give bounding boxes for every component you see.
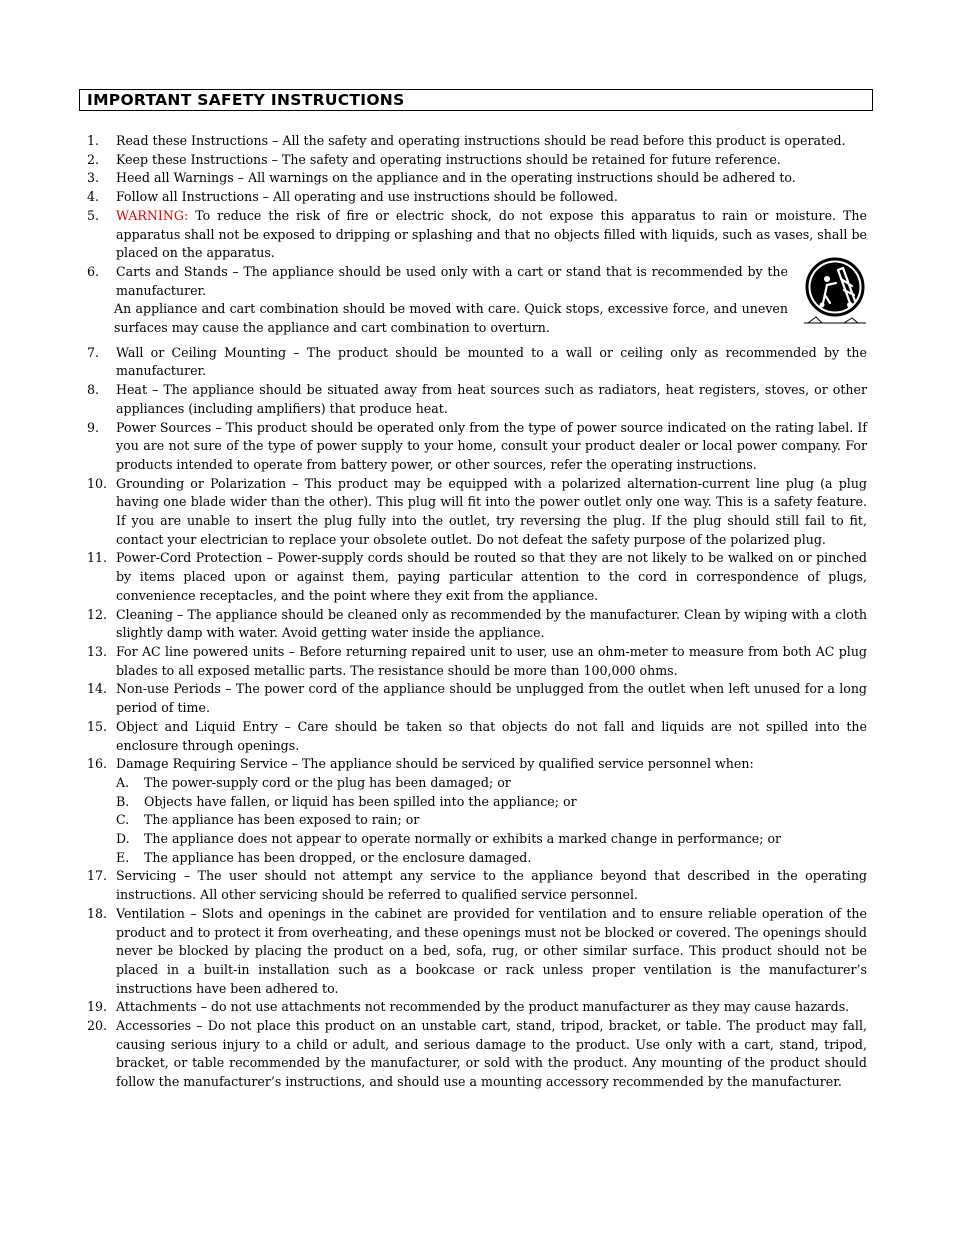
- item-text: Keep these Instructions – The safety and operating instructions should be retained for future reference.: [116, 151, 781, 167]
- item-text: Power Sources – This product should be operated only from the type of power source indicated on the rating label. If you are not sure of the type of power supply to your home, consult your product dealer or local power company. For products intended to operate from battery power, or other sources, refer the operating instructions.: [116, 419, 867, 472]
- sub-list-item: [116, 811, 867, 830]
- warning-text: To reduce the risk of fire or electric shock, do not expose this apparatus to rain or moisture. The apparatus shall not be exposed to dripping or splashing and that no objects filled with liquids, such as vases, shall be placed on the apparatus.: [116, 207, 867, 261]
- item-number: 13.: [87, 643, 108, 659]
- item-text: Accessories – Do not place this product on an unstable cart, stand, tripod, bracket, or table. The product may fall, causing serious injury to a child or adult, and serious damage to the product. Use only with a cart, stand, tripod, bracket, or table recommended by the manufacturer, or sold with the product. Any mounting of the product should follow the manufacturer’s instructions, and should use a mounting accessory recommended by the manufacturer.: [116, 1018, 867, 1090]
- list-item: [87, 718, 867, 755]
- list-item: [87, 169, 867, 188]
- list-item: [87, 867, 867, 904]
- list-item: [87, 905, 867, 999]
- item-text: Servicing – The user should not attempt any service to the appliance beyond that described in the operating instructions. All other servicing should be referred to qualified service personnel.: [116, 868, 867, 903]
- item-text: Attachments – do not use attachments not recommended by the product manufacturer as they may cause hazards.: [116, 999, 850, 1015]
- title-box: [79, 89, 873, 111]
- sub-item-letter: D.: [116, 831, 130, 847]
- sub-list: [116, 774, 867, 868]
- list-item: [87, 998, 867, 1017]
- sub-item-text: The appliance does not appear to operate normally or exhibits a marked change in performance; or: [144, 831, 782, 847]
- item-number: 17.: [87, 868, 108, 884]
- item-number: 10.: [87, 475, 108, 491]
- item-number: 7.: [87, 344, 100, 360]
- item-number: 6.: [87, 263, 100, 279]
- item-16-intro: Damage Requiring Service – The appliance should be serviced by qualified service personnel when:: [116, 756, 754, 772]
- list-item: [87, 419, 867, 475]
- item-text: Object and Liquid Entry – Care should be taken so that objects do not fall and liquids are not spilled into the enclosure through openings.: [116, 718, 867, 753]
- sub-item-letter: E.: [116, 849, 130, 865]
- item-text: [116, 755, 867, 867]
- list-item: [87, 680, 867, 717]
- cart-text-1: Carts and Stands – The appliance should be used only with a cart or stand that is recommended by the manufacturer.: [116, 263, 788, 298]
- list-item: [87, 263, 867, 338]
- list-item: [87, 606, 867, 643]
- item-text: Wall or Ceiling Mounting – The product should be mounted to a wall or ceiling only as recommended by the manufacturer.: [116, 344, 867, 379]
- item-text: Grounding or Polarization – This product may be equipped with a polarized alternation-current line plug (a plug having one blade wider than the other). This plug will fit into the power outlet only one way. This is a safety feature. If you are unable to insert the plug fully into the outlet, try reversing the plug. If the plug should still fail to fit, contact your electrician to replace your obsolete outlet. Do not defeat the safety purpose of the polarized plug.: [116, 475, 867, 547]
- item-text: Cleaning – The appliance should be cleaned only as recommended by the manufacturer. Clean by wiping with a cloth slightly damp with water. Avoid getting water inside the appliance.: [116, 606, 867, 641]
- list-item: [87, 344, 867, 381]
- list-item: [87, 755, 867, 867]
- sub-list-item: [116, 774, 867, 793]
- sub-item-text: The power-supply cord or the plug has been damaged; or: [144, 774, 511, 790]
- list-item: [87, 207, 867, 263]
- sub-item-letter: C.: [116, 812, 130, 828]
- page-title: IMPORTANT SAFETY INSTRUCTIONS: [87, 91, 405, 109]
- item-number: 2.: [87, 151, 100, 167]
- item-number: 11.: [87, 550, 108, 566]
- warning-label: WARNING:: [116, 207, 189, 223]
- sub-item-letter: B.: [116, 793, 130, 809]
- sub-item-text: Objects have fallen, or liquid has been spilled into the appliance; or: [144, 793, 577, 809]
- list-item: [87, 643, 867, 680]
- item-text: Non-use Periods – The power cord of the appliance should be unplugged from the outlet when left unused for a long period of time.: [116, 681, 867, 716]
- cart-text: [116, 263, 788, 338]
- item-number: 15.: [87, 718, 108, 734]
- sub-item-text: The appliance has been dropped, or the enclosure damaged.: [144, 849, 532, 865]
- item-number: 9.: [87, 419, 100, 435]
- sub-list-item: [116, 793, 867, 812]
- sub-list-item: [116, 849, 867, 868]
- item-number: 3.: [87, 170, 100, 186]
- item-number: 4.: [87, 189, 100, 205]
- sub-item-text: The appliance has been exposed to rain; or: [144, 812, 420, 828]
- item-text: Power-Cord Protection – Power-supply cords should be routed so that they are not likely to be walked on or pinched by items placed upon or against them, paying particular attention to the cord in correspondence of plugs, convenience receptacles, and the point where they exit from the appliance.: [116, 550, 867, 603]
- list-item: [87, 549, 867, 605]
- list-item: [87, 188, 867, 207]
- sub-item-letter: A.: [116, 774, 130, 790]
- item-text: Heat – The appliance should be situated away from heat sources such as radiators, heat registers, stoves, or other appliances (including amplifiers) that produce heat.: [116, 382, 867, 416]
- item-number: 8.: [87, 382, 100, 398]
- list-item: [87, 475, 867, 550]
- list-item: [87, 132, 867, 151]
- item-number: 1.: [87, 133, 100, 148]
- item-number: 19.: [87, 999, 108, 1015]
- cart-tip-over-warning-icon: [800, 255, 870, 327]
- item-number: 5.: [87, 207, 100, 223]
- item-text: Heed all Warnings – All warnings on the appliance and in the operating instructions should be adhered to.: [116, 170, 796, 186]
- item-number: 18.: [87, 905, 108, 921]
- item-number: 20.: [87, 1018, 108, 1034]
- sub-list-item: [116, 830, 867, 849]
- item-number: 12.: [87, 606, 108, 622]
- cart-text-2: An appliance and cart combination should be moved with care. Quick stops, excessive force, and uneven surfaces may cause the appliance and cart combination to overturn.: [114, 301, 788, 336]
- list-item: [87, 381, 867, 418]
- item-text: Ventilation – Slots and openings in the cabinet are provided for ventilation and to ensure reliable operation of the product and to protect it from overheating, and these openings must not be blocked or covered. The openings should never be blocked by placing the product on a bed, sofa, rug, or other similar surface. This product should not be placed in a built-in installation such as a bookcase or rack unless proper ventilation is the manufacturer’s instructions have been adhered to.: [116, 905, 867, 996]
- list-item: [87, 151, 867, 170]
- item-text: [116, 263, 870, 338]
- item-text: Read these Instructions – All the safety and operating instructions should be read before this product is operated.: [116, 133, 846, 148]
- item-text: Follow all Instructions – All operating and use instructions should be followed.: [116, 189, 618, 205]
- safety-instructions-list: [87, 132, 867, 1092]
- item-number: 16.: [87, 756, 108, 772]
- item-number: 14.: [87, 681, 108, 697]
- list-item: [87, 1017, 867, 1092]
- item-text: For AC line powered units – Before returning repaired unit to user, use an ohm-meter to measure from both AC plug blades to all exposed metallic parts. The resistance should be more than 100,000 ohms.: [116, 643, 867, 678]
- item-text: [116, 207, 867, 263]
